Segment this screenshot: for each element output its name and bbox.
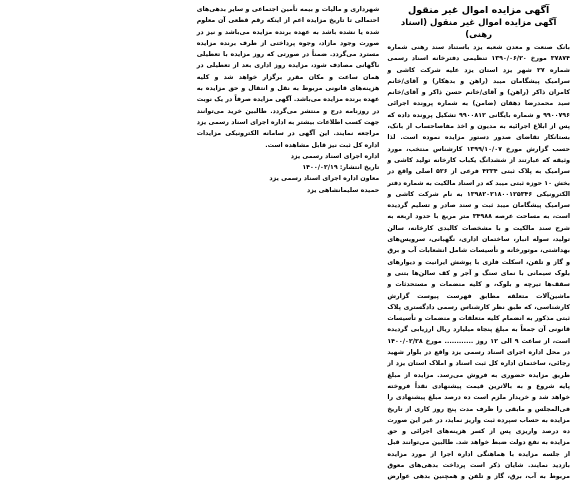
notice-columns — [6, 4, 570, 485]
signature-title: معاون اداره اجرای اسناد رسمی یزد — [269, 175, 380, 183]
signature-date: تاریخ انتشار: ۱۴۰۰/۰۲/۱۹ — [302, 164, 380, 172]
signature-name: حمیده سلیمانشاهی یزد — [306, 186, 380, 194]
notice-title: آگهی مزایده اموال غیر منقول — [408, 5, 550, 16]
notice-signature — [197, 151, 380, 196]
notice-body: بانک صنعت و معدن شعبه یزد باستناد سند رهنی شماره ۳۷۸۷۴ مورخ ۱۳۹۰/۰۶/۲۰ تنظیمی دفترخانه اسناد رسمی شماره ۲۷ شهر یزد استان یزد علیه شرکت کاشی و سرامیک پیشگامان میبد (راهن و بدهکار) و آقای/خانم کامران ذاکر (راهن) و آقای/خانم حسن ذاکر و آقای/خانم سید محمدرضا دهقان (ضامن) به شماره پرونده اجرائی ۹۹۰۰۷۹۶ و شماره بایگانی ۹۹۰۰۸۱۲ تشکیل پرونده داده که پس از ابلاغ اجرائیه به مدیون و اخذ مفاصاحساب از بانک، بستانکار تقاضای صدور دستور مزایده نموده است. لذا حسب گزارش مورخ ۱۳۹۹/۱۰/۰۷ کارشناس منتخب، مورد وثیقه که عبارتند از ششدانگ یکباب کارخانه تولید کاشی و سرامیک به پلاک ثبتی ۴۲۳۴ فرعی از ۵۲۶ اصلی واقع در بخش ۱۰ حوزه ثبتی میبد که در اسناد مالکیت به شماره دفتر الکترونیکی ۱۳۹۸۲۰۲۱۸۰۰۱۲۵۳۴۶ به نام شرکت کاشی و سرامیک پیشگامان میبد ثبت و سند صادر و تسلیم گردیده است، به مساحت عرصه ۳۴۹۸۸ متر مربع با حدود اربعه به شرح سند مالکیت و با مشخصات کالبدی کارخانه، سالن تولید، سوله انبار، ساختمان اداری، نگهبانی، سرویس‌های بهداشتی، موتورخانه و تأسیسات شامل انشعابات آب و برق و گاز و تلفن، اسکلت فلزی با پوشش ایرانیت و دیوارهای بلوک سیمانی با نمای سنگ و آجر و کف سالن‌ها بتنی و سقف‌ها تیرچه و بلوک، و کلیه منضمات و مستحدثات و ماشین‌آلات متعلقه مطابق فهرست پیوست گزارش کارشناسی، که طبق نظر کارشناس رسمی دادگستری پلاک ثبتی مذکور به انضمام کلیه متعلقات و منضمات و تأسیسات قانونی آن جمعاً به مبلغ پنجاه میلیارد ریال ارزیابی گردیده است، از ساعت ۹ الی ۱۲ روز ............ مورخ ۱۴۰۰/۰۲/۲۸ در محل اداره اجرای اسناد رسمی یزد واقع در بلوار شهید رجائی، ساختمان اداره کل ثبت اسناد و املاک استان یزد از طریق مزایده حضوری به فروش می‌رسد. مزایده از مبلغ پایه شروع و به بالاترین قیمت پیشنهادی نقداً فروخته خواهد شد و خریدار ملزم است ده درصد مبلغ پیشنهادی را فی‌المجلس و مابقی را ظرف مدت پنج روز کاری از تاریخ مزایده به حساب سپرده ثبت واریز نماید، در غیر این صورت ده درصد واریزی پس از کسر هزینه‌های اجرائی و حق مزایده به نفع دولت ضبط خواهد شد. طالبین می‌توانند قبل از جلسه مزایده با هماهنگی اداره اجرا از مورد مزایده بازدید نمایند. شایان ذکر است پرداخت بدهی‌های معوق مربوط به آب، برق، گاز و تلفن و همچنین بدهی عوارض شهرداری و مالیات و بیمه تأمین اجتماعی و سایر بدهی‌های احتمالی تا تاریخ مزایده اعم از اینکه رقم قطعی آن معلوم شده یا نشده باشد به عهده برنده مزایده می‌باشد و نیز در صورت وجود مازاد، وجوه پرداختی از طرف برنده مزایده مسترد می‌گردد. ضمناً در صورتی که روز مزایده با تعطیلی ناگهانی مصادف شود، مزایده روز اداری بعد از تعطیلی در همان ساعت و مکان مقرر برگزار خواهد شد و کلیه هزینه‌های قانونی مربوط به نقل و انتقال و حق مزایده به عهده برنده مزایده می‌باشد. آگهی مزایده صرفاً در یک نوبت در روزنامه درج و منتشر می‌گردد. طالبین خرید می‌توانند جهت کسب اطلاعات بیشتر به اداره اجرای اسناد رسمی یزد مراجعه نمایند. این آگهی در سامانه الکترونیکی مزایدات اداره کل ثبت نیز قابل مشاهده است. — [196, 6, 570, 481]
notice-subtitle: آگهی مزایده اموال غیر منقول (اسناد رهنی) — [400, 18, 557, 40]
signature-office: اداره اجرای اسناد رسمی یزد — [290, 152, 380, 160]
